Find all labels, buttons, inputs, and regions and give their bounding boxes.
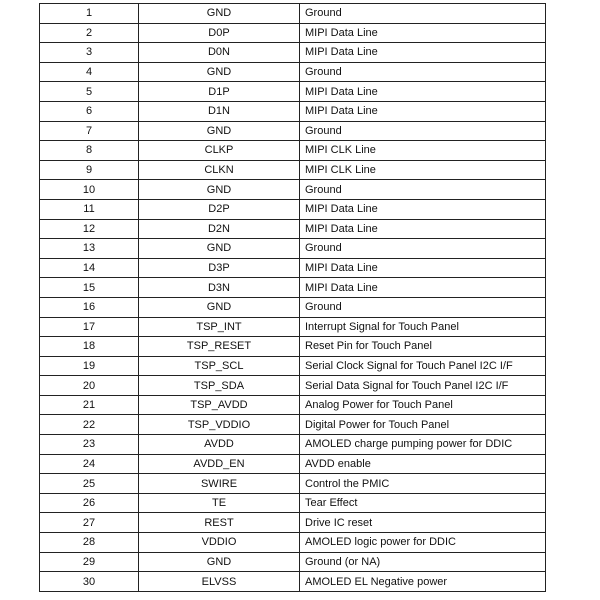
- pin-description-cell: MIPI Data Line: [300, 23, 546, 43]
- pin-symbol-cell: TSP_SCL: [139, 356, 300, 376]
- pin-description-cell: Ground: [300, 121, 546, 141]
- pin-number-cell: 15: [40, 278, 139, 298]
- pin-symbol-cell: ELVSS: [139, 572, 300, 592]
- pin-description-cell: MIPI Data Line: [300, 278, 546, 298]
- pin-symbol-cell: D1P: [139, 82, 300, 102]
- pin-symbol-cell: TSP_INT: [139, 317, 300, 337]
- pin-description-cell: Ground: [300, 62, 546, 82]
- pin-symbol-cell: D1N: [139, 101, 300, 121]
- pin-number-cell: 4: [40, 62, 139, 82]
- pin-symbol-cell: GND: [139, 239, 300, 259]
- pin-number-cell: 26: [40, 493, 139, 513]
- pin-description-cell: MIPI Data Line: [300, 199, 546, 219]
- table-row: [40, 4, 546, 24]
- table-row: [40, 101, 546, 121]
- table-row: [40, 572, 546, 592]
- pin-description-cell: Drive IC reset: [300, 513, 546, 533]
- pin-number-cell: 6: [40, 101, 139, 121]
- pin-description-cell: MIPI CLK Line: [300, 141, 546, 161]
- pin-number-cell: 18: [40, 337, 139, 357]
- pin-description-cell: Ground: [300, 239, 546, 259]
- pin-symbol-cell: TSP_RESET: [139, 337, 300, 357]
- pin-number-cell: 29: [40, 552, 139, 572]
- table-row: [40, 552, 546, 572]
- pin-description-cell: Ground: [300, 4, 546, 24]
- pin-description-cell: AMOLED EL Negative power: [300, 572, 546, 592]
- pin-description-cell: Ground: [300, 180, 546, 200]
- pin-number-cell: 24: [40, 454, 139, 474]
- table-row: [40, 337, 546, 357]
- table-row: [40, 533, 546, 553]
- table-row: [40, 376, 546, 396]
- pin-symbol-cell: D2N: [139, 219, 300, 239]
- pin-symbol-cell: CLKP: [139, 141, 300, 161]
- table-row: [40, 297, 546, 317]
- table-row: [40, 82, 546, 102]
- pin-symbol-cell: D3N: [139, 278, 300, 298]
- pin-number-cell: 12: [40, 219, 139, 239]
- pin-symbol-cell: VDDIO: [139, 533, 300, 553]
- pin-description-cell: AMOLED logic power for DDIC: [300, 533, 546, 553]
- pin-symbol-cell: TSP_AVDD: [139, 395, 300, 415]
- table-row: [40, 23, 546, 43]
- pin-number-cell: 14: [40, 258, 139, 278]
- pin-number-cell: 17: [40, 317, 139, 337]
- pin-number-cell: 30: [40, 572, 139, 592]
- pin-description-cell: Digital Power for Touch Panel: [300, 415, 546, 435]
- pin-description-cell: Ground: [300, 297, 546, 317]
- pin-number-cell: 10: [40, 180, 139, 200]
- pin-symbol-cell: D0P: [139, 23, 300, 43]
- pin-symbol-cell: D2P: [139, 199, 300, 219]
- pin-definition-table: [39, 3, 546, 592]
- pin-number-cell: 20: [40, 376, 139, 396]
- pin-number-cell: 5: [40, 82, 139, 102]
- pin-description-cell: Serial Clock Signal for Touch Panel I2C I/F: [300, 356, 546, 376]
- pin-symbol-cell: SWIRE: [139, 474, 300, 494]
- pin-number-cell: 25: [40, 474, 139, 494]
- pin-symbol-cell: CLKN: [139, 160, 300, 180]
- pin-number-cell: 8: [40, 141, 139, 161]
- pin-number-cell: 3: [40, 43, 139, 63]
- pin-description-cell: MIPI Data Line: [300, 258, 546, 278]
- pin-symbol-cell: GND: [139, 552, 300, 572]
- pin-number-cell: 9: [40, 160, 139, 180]
- pin-symbol-cell: GND: [139, 180, 300, 200]
- pin-number-cell: 7: [40, 121, 139, 141]
- pin-description-cell: Ground (or NA): [300, 552, 546, 572]
- pin-number-cell: 16: [40, 297, 139, 317]
- pin-number-cell: 1: [40, 4, 139, 24]
- pin-number-cell: 19: [40, 356, 139, 376]
- table-row: [40, 121, 546, 141]
- pin-number-cell: 13: [40, 239, 139, 259]
- pin-symbol-cell: AVDD: [139, 435, 300, 455]
- pin-symbol-cell: GND: [139, 297, 300, 317]
- table-row: [40, 435, 546, 455]
- pin-number-cell: 27: [40, 513, 139, 533]
- pin-description-cell: MIPI Data Line: [300, 101, 546, 121]
- table-row: [40, 141, 546, 161]
- table-row: [40, 278, 546, 298]
- pin-symbol-cell: GND: [139, 121, 300, 141]
- pin-symbol-cell: TSP_VDDIO: [139, 415, 300, 435]
- table-row: [40, 474, 546, 494]
- pin-number-cell: 23: [40, 435, 139, 455]
- pin-number-cell: 11: [40, 199, 139, 219]
- table-row: [40, 454, 546, 474]
- pin-description-cell: Interrupt Signal for Touch Panel: [300, 317, 546, 337]
- pin-number-cell: 21: [40, 395, 139, 415]
- table-row: [40, 317, 546, 337]
- pin-description-cell: Control the PMIC: [300, 474, 546, 494]
- table-row: [40, 160, 546, 180]
- table-row: [40, 219, 546, 239]
- table-row: [40, 239, 546, 259]
- pin-description-cell: MIPI CLK Line: [300, 160, 546, 180]
- pin-description-cell: MIPI Data Line: [300, 43, 546, 63]
- pin-number-cell: 22: [40, 415, 139, 435]
- pin-symbol-cell: TSP_SDA: [139, 376, 300, 396]
- table-row: [40, 415, 546, 435]
- pin-symbol-cell: GND: [139, 4, 300, 24]
- pin-description-cell: Tear Effect: [300, 493, 546, 513]
- pin-description-cell: Serial Data Signal for Touch Panel I2C I/F: [300, 376, 546, 396]
- pin-symbol-cell: AVDD_EN: [139, 454, 300, 474]
- pin-description-cell: MIPI Data Line: [300, 219, 546, 239]
- pin-description-cell: AMOLED charge pumping power for DDIC: [300, 435, 546, 455]
- pin-symbol-cell: REST: [139, 513, 300, 533]
- pin-symbol-cell: TE: [139, 493, 300, 513]
- pin-description-cell: MIPI Data Line: [300, 82, 546, 102]
- table-row: [40, 62, 546, 82]
- pin-symbol-cell: D3P: [139, 258, 300, 278]
- pin-description-cell: Analog Power for Touch Panel: [300, 395, 546, 415]
- table-row: [40, 513, 546, 533]
- pin-description-cell: AVDD enable: [300, 454, 546, 474]
- pin-description-cell: Reset Pin for Touch Panel: [300, 337, 546, 357]
- pin-number-cell: 28: [40, 533, 139, 553]
- table-row: [40, 258, 546, 278]
- table-row: [40, 199, 546, 219]
- pin-number-cell: 2: [40, 23, 139, 43]
- pin-table-body: [40, 4, 546, 592]
- pin-symbol-cell: GND: [139, 62, 300, 82]
- pin-symbol-cell: D0N: [139, 43, 300, 63]
- table-row: [40, 356, 546, 376]
- table-row: [40, 180, 546, 200]
- table-row: [40, 395, 546, 415]
- table-row: [40, 43, 546, 63]
- table-row: [40, 493, 546, 513]
